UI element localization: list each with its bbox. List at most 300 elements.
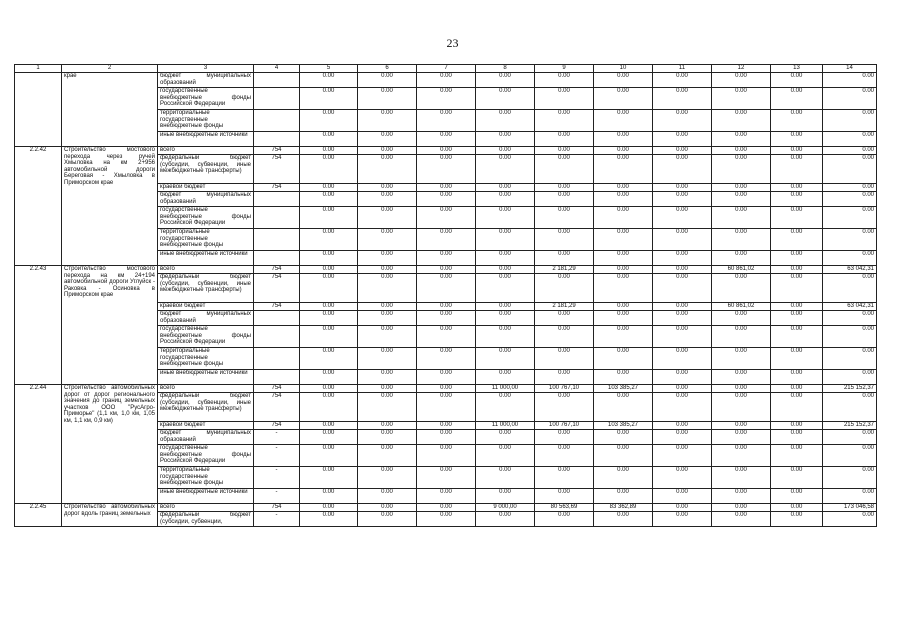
funding-source: всего [158, 266, 254, 274]
value-col-10: 0.00 [594, 311, 653, 326]
value-col-7: 0.00 [417, 155, 476, 184]
value-col-5: 0.00 [300, 348, 358, 370]
value-col-11: 0.00 [653, 326, 712, 348]
value-col-8: 0.00 [476, 445, 535, 467]
value-col-13: 0.00 [771, 73, 823, 88]
value-col-11: 0.00 [653, 110, 712, 132]
value-col-13: 0.00 [771, 348, 823, 370]
funding-source: краевой бюджет [158, 422, 254, 430]
value-col-7: 0.00 [417, 88, 476, 110]
value-col-7: 0.00 [417, 422, 476, 430]
value-col-14: 215 152,37 [823, 422, 877, 430]
value-col-8: 0.00 [476, 147, 535, 155]
value-col-11: 0.00 [653, 445, 712, 467]
value-col-9: 0.00 [535, 489, 594, 504]
value-col-5: 0.00 [300, 274, 358, 303]
funding-source: краевой бюджет [158, 184, 254, 192]
value-col-13: 0.00 [771, 504, 823, 512]
value-col-10: 103 385,27 [594, 385, 653, 393]
value-col-14: 0.00 [823, 430, 877, 445]
value-col-10: 0.00 [594, 370, 653, 385]
value-col-8: 0.00 [476, 512, 535, 527]
value-col-8: 0.00 [476, 326, 535, 348]
column-number-2: 2 [62, 65, 158, 73]
value-col-5: 0.00 [300, 422, 358, 430]
value-col-5: 0.00 [300, 155, 358, 184]
funding-source: территориальные государственные внебюджетные фонды [158, 229, 254, 251]
value-col-10: 0.00 [594, 251, 653, 266]
value-col-14: 0.00 [823, 207, 877, 229]
budget-code: - [254, 430, 300, 445]
budget-code [254, 326, 300, 348]
funding-source: бюджет муниципальных образований [158, 192, 254, 207]
budget-code: 754 [254, 504, 300, 512]
value-col-5: 0.00 [300, 266, 358, 274]
funding-source: федеральный бюджет (субсидии, субвенции, иные межбюджетные трансферты) [158, 155, 254, 184]
funding-source: бюджет муниципальных образований [158, 311, 254, 326]
value-col-7: 0.00 [417, 311, 476, 326]
value-col-12: 0.00 [712, 73, 771, 88]
funding-source: территориальные государственные внебюджетные фонды [158, 348, 254, 370]
value-col-7: 0.00 [417, 274, 476, 303]
value-col-13: 0.00 [771, 326, 823, 348]
value-col-14: 0.00 [823, 311, 877, 326]
value-col-9: 0.00 [535, 229, 594, 251]
value-col-13: 0.00 [771, 147, 823, 155]
value-col-12: 60 861,02 [712, 303, 771, 311]
value-col-10: 0.00 [594, 348, 653, 370]
column-number-10: 10 [594, 65, 653, 73]
item-name: Строительство автомобильных дорог вдоль границ земельных [62, 504, 158, 527]
value-col-8: 0.00 [476, 132, 535, 147]
value-col-9: 0.00 [535, 274, 594, 303]
value-col-9: 2 181,29 [535, 303, 594, 311]
value-col-9: 0.00 [535, 110, 594, 132]
value-col-13: 0.00 [771, 266, 823, 274]
budget-code: 754 [254, 147, 300, 155]
value-col-5: 0.00 [300, 229, 358, 251]
item-code: 2.2.42 [15, 147, 62, 266]
column-number-5: 5 [300, 65, 358, 73]
budget-code: 754 [254, 303, 300, 311]
item-code [15, 73, 62, 147]
value-col-10: 0.00 [594, 184, 653, 192]
value-col-5: 0.00 [300, 430, 358, 445]
value-col-5: 0.00 [300, 73, 358, 88]
funding-source: иные внебюджетные источники [158, 489, 254, 504]
value-col-6: 0.00 [358, 73, 417, 88]
budget-code: 754 [254, 266, 300, 274]
value-col-8: 0.00 [476, 266, 535, 274]
table-row [15, 147, 877, 155]
budget-code [254, 251, 300, 266]
column-number-8: 8 [476, 65, 535, 73]
column-number-row [15, 65, 877, 73]
value-col-12: 0.00 [712, 184, 771, 192]
column-number-11: 11 [653, 65, 712, 73]
funding-source: государственные внебюджетные фонды Российской Федерации [158, 326, 254, 348]
table-row [15, 504, 877, 512]
value-col-13: 0.00 [771, 385, 823, 393]
value-col-10: 0.00 [594, 489, 653, 504]
funding-source: иные внебюджетные источники [158, 132, 254, 147]
value-col-6: 0.00 [358, 348, 417, 370]
value-col-11: 0.00 [653, 229, 712, 251]
value-col-11: 0.00 [653, 430, 712, 445]
value-col-11: 0.00 [653, 311, 712, 326]
value-col-6: 0.00 [358, 132, 417, 147]
value-col-8: 0.00 [476, 88, 535, 110]
value-col-9: 0.00 [535, 147, 594, 155]
value-col-11: 0.00 [653, 274, 712, 303]
value-col-7: 0.00 [417, 251, 476, 266]
value-col-6: 0.00 [358, 147, 417, 155]
value-col-14: 0.00 [823, 110, 877, 132]
value-col-12: 0.00 [712, 393, 771, 422]
item-code: 2.2.44 [15, 385, 62, 504]
value-col-8: 0.00 [476, 229, 535, 251]
value-col-8: 0.00 [476, 192, 535, 207]
value-col-13: 0.00 [771, 207, 823, 229]
value-col-6: 0.00 [358, 445, 417, 467]
value-col-13: 0.00 [771, 88, 823, 110]
value-col-9: 0.00 [535, 512, 594, 527]
value-col-9: 0.00 [535, 155, 594, 184]
value-col-11: 0.00 [653, 393, 712, 422]
page-number: 23 [446, 36, 459, 50]
value-col-9: 0.00 [535, 251, 594, 266]
value-col-6: 0.00 [358, 274, 417, 303]
value-col-7: 0.00 [417, 192, 476, 207]
value-col-10: 0.00 [594, 266, 653, 274]
value-col-11: 0.00 [653, 370, 712, 385]
value-col-5: 0.00 [300, 251, 358, 266]
value-col-13: 0.00 [771, 467, 823, 489]
value-col-11: 0.00 [653, 303, 712, 311]
value-col-10: 0.00 [594, 207, 653, 229]
value-col-5: 0.00 [300, 393, 358, 422]
budget-code [254, 348, 300, 370]
value-col-6: 0.00 [358, 311, 417, 326]
budget-code: 754 [254, 274, 300, 303]
budget-table [14, 64, 877, 527]
value-col-8: 0.00 [476, 489, 535, 504]
value-col-8: 0.00 [476, 251, 535, 266]
value-col-11: 0.00 [653, 132, 712, 147]
value-col-13: 0.00 [771, 303, 823, 311]
value-col-10: 0.00 [594, 445, 653, 467]
value-col-10: 0.00 [594, 88, 653, 110]
value-col-14: 0.00 [823, 155, 877, 184]
funding-source: краевой бюджет [158, 303, 254, 311]
table-row [15, 385, 877, 393]
funding-source: федеральный бюджет (субсидии, субвенции, иные межбюджетные трансферты) [158, 274, 254, 303]
value-col-14: 0.00 [823, 467, 877, 489]
value-col-5: 0.00 [300, 110, 358, 132]
value-col-5: 0.00 [300, 311, 358, 326]
value-col-8: 0.00 [476, 274, 535, 303]
value-col-12: 0.00 [712, 207, 771, 229]
item-code: 2.2.43 [15, 266, 62, 385]
column-number-9: 9 [535, 65, 594, 73]
value-col-14: 0.00 [823, 370, 877, 385]
table-body [15, 73, 877, 527]
value-col-5: 0.00 [300, 132, 358, 147]
value-col-14: 215 152,37 [823, 385, 877, 393]
value-col-10: 0.00 [594, 512, 653, 527]
value-col-11: 0.00 [653, 207, 712, 229]
value-col-11: 0.00 [653, 422, 712, 430]
value-col-14: 0.00 [823, 274, 877, 303]
value-col-10: 0.00 [594, 132, 653, 147]
value-col-12: 0.00 [712, 504, 771, 512]
value-col-13: 0.00 [771, 274, 823, 303]
column-number-7: 7 [417, 65, 476, 73]
value-col-8: 0.00 [476, 370, 535, 385]
value-col-12: 0.00 [712, 229, 771, 251]
budget-code: 754 [254, 393, 300, 422]
value-col-12: 0.00 [712, 430, 771, 445]
budget-code: 754 [254, 385, 300, 393]
value-col-6: 0.00 [358, 326, 417, 348]
value-col-10: 0.00 [594, 147, 653, 155]
value-col-5: 0.00 [300, 467, 358, 489]
value-col-9: 100 767,10 [535, 385, 594, 393]
value-col-13: 0.00 [771, 251, 823, 266]
value-col-7: 0.00 [417, 207, 476, 229]
value-col-11: 0.00 [653, 504, 712, 512]
value-col-9: 2 181,29 [535, 266, 594, 274]
value-col-8: 0.00 [476, 348, 535, 370]
value-col-9: 0.00 [535, 73, 594, 88]
value-col-13: 0.00 [771, 311, 823, 326]
value-col-11: 0.00 [653, 266, 712, 274]
funding-source: государственные внебюджетные фонды Российской Федерации [158, 207, 254, 229]
value-col-7: 0.00 [417, 184, 476, 192]
value-col-9: 0.00 [535, 430, 594, 445]
value-col-8: 0.00 [476, 393, 535, 422]
funding-source: федеральный бюджет (субсидии, субвенции, [158, 512, 254, 527]
value-col-7: 0.00 [417, 73, 476, 88]
budget-code [254, 311, 300, 326]
value-col-14: 0.00 [823, 192, 877, 207]
value-col-5: 0.00 [300, 504, 358, 512]
value-col-8: 0.00 [476, 430, 535, 445]
value-col-7: 0.00 [417, 393, 476, 422]
value-col-7: 0.00 [417, 385, 476, 393]
column-number-1: 1 [15, 65, 62, 73]
value-col-6: 0.00 [358, 385, 417, 393]
value-col-12: 0.00 [712, 110, 771, 132]
value-col-13: 0.00 [771, 422, 823, 430]
value-col-5: 0.00 [300, 445, 358, 467]
funding-source: иные внебюджетные источники [158, 370, 254, 385]
value-col-11: 0.00 [653, 512, 712, 527]
value-col-12: 0.00 [712, 467, 771, 489]
value-col-8: 0.00 [476, 311, 535, 326]
value-col-9: 0.00 [535, 192, 594, 207]
item-name: Строительство мостового перехода на км 24+194 автомобильной дороги Углуйск - Раковка - Осиновка в Приморском крае [62, 266, 158, 385]
value-col-10: 0.00 [594, 155, 653, 184]
value-col-9: 80 563,69 [535, 504, 594, 512]
value-col-14: 0.00 [823, 251, 877, 266]
value-col-9: 0.00 [535, 370, 594, 385]
value-col-14: 0.00 [823, 393, 877, 422]
value-col-10: 0.00 [594, 192, 653, 207]
value-col-8: 0.00 [476, 467, 535, 489]
value-col-12: 0.00 [712, 274, 771, 303]
item-name: крае [62, 73, 158, 147]
value-col-7: 0.00 [417, 445, 476, 467]
value-col-10: 0.00 [594, 110, 653, 132]
item-name: Строительство автомобильных дорог от дорог регионального значения до границ земельных участков ООО "РусАгро-Приморье" (1,1 км, 1,0 км, 1,05 км, 1,1 км, 0,9 км) [62, 385, 158, 504]
table-row [15, 266, 877, 274]
value-col-6: 0.00 [358, 370, 417, 385]
budget-code: 754 [254, 155, 300, 184]
value-col-9: 0.00 [535, 88, 594, 110]
value-col-6: 0.00 [358, 504, 417, 512]
value-col-7: 0.00 [417, 489, 476, 504]
value-col-6: 0.00 [358, 303, 417, 311]
value-col-8: 0.00 [476, 110, 535, 132]
value-col-7: 0.00 [417, 326, 476, 348]
value-col-7: 0.00 [417, 430, 476, 445]
value-col-7: 0.00 [417, 303, 476, 311]
column-number-14: 14 [823, 65, 877, 73]
value-col-14: 0.00 [823, 73, 877, 88]
value-col-12: 0.00 [712, 489, 771, 504]
budget-code [254, 370, 300, 385]
value-col-12: 0.00 [712, 147, 771, 155]
value-col-8: 0.00 [476, 73, 535, 88]
value-col-5: 0.00 [300, 184, 358, 192]
value-col-10: 83 362,89 [594, 504, 653, 512]
value-col-13: 0.00 [771, 110, 823, 132]
value-col-7: 0.00 [417, 229, 476, 251]
value-col-11: 0.00 [653, 155, 712, 184]
value-col-11: 0.00 [653, 489, 712, 504]
value-col-13: 0.00 [771, 132, 823, 147]
value-col-9: 0.00 [535, 393, 594, 422]
value-col-12: 0.00 [712, 422, 771, 430]
funding-source: всего [158, 147, 254, 155]
value-col-11: 0.00 [653, 467, 712, 489]
value-col-13: 0.00 [771, 192, 823, 207]
value-col-10: 0.00 [594, 303, 653, 311]
item-name: Строительство мостового перехода через ручей Хмыловка на км 2+956 автомобильной дороги Береговая - Хмыловка в Приморском крае [62, 147, 158, 266]
value-col-7: 0.00 [417, 512, 476, 527]
value-col-9: 100 767,10 [535, 422, 594, 430]
budget-code: - [254, 445, 300, 467]
value-col-9: 0.00 [535, 184, 594, 192]
value-col-13: 0.00 [771, 370, 823, 385]
value-col-6: 0.00 [358, 192, 417, 207]
value-col-6: 0.00 [358, 229, 417, 251]
value-col-12: 0.00 [712, 326, 771, 348]
value-col-6: 0.00 [358, 207, 417, 229]
value-col-10: 0.00 [594, 393, 653, 422]
value-col-12: 0.00 [712, 512, 771, 527]
value-col-9: 0.00 [535, 326, 594, 348]
value-col-14: 63 042,31 [823, 303, 877, 311]
value-col-8: 11 000,00 [476, 385, 535, 393]
value-col-12: 0.00 [712, 251, 771, 266]
table-row [15, 73, 877, 88]
value-col-5: 0.00 [300, 88, 358, 110]
value-col-9: 0.00 [535, 311, 594, 326]
value-col-6: 0.00 [358, 422, 417, 430]
value-col-14: 0.00 [823, 88, 877, 110]
value-col-7: 0.00 [417, 110, 476, 132]
value-col-12: 0.00 [712, 385, 771, 393]
value-col-11: 0.00 [653, 147, 712, 155]
value-col-5: 0.00 [300, 385, 358, 393]
value-col-6: 0.00 [358, 110, 417, 132]
value-col-8: 0.00 [476, 207, 535, 229]
budget-code [254, 229, 300, 251]
value-col-6: 0.00 [358, 155, 417, 184]
value-col-7: 0.00 [417, 132, 476, 147]
item-code: 2.2.45 [15, 504, 62, 527]
budget-code: - [254, 512, 300, 527]
value-col-10: 103 385,27 [594, 422, 653, 430]
value-col-12: 0.00 [712, 370, 771, 385]
value-col-13: 0.00 [771, 184, 823, 192]
column-number-4: 4 [254, 65, 300, 73]
value-col-14: 63 042,31 [823, 266, 877, 274]
value-col-9: 0.00 [535, 467, 594, 489]
funding-source: федеральный бюджет (субсидии, субвенции, иные межбюджетные трансферты) [158, 393, 254, 422]
budget-code [254, 207, 300, 229]
value-col-6: 0.00 [358, 266, 417, 274]
value-col-13: 0.00 [771, 489, 823, 504]
value-col-13: 0.00 [771, 393, 823, 422]
value-col-12: 0.00 [712, 445, 771, 467]
budget-code: 754 [254, 422, 300, 430]
funding-source: иные внебюджетные источники [158, 251, 254, 266]
value-col-14: 0.00 [823, 184, 877, 192]
value-col-5: 0.00 [300, 370, 358, 385]
value-col-13: 0.00 [771, 512, 823, 527]
value-col-14: 173 046,58 [823, 504, 877, 512]
budget-code [254, 88, 300, 110]
value-col-11: 0.00 [653, 184, 712, 192]
value-col-12: 0.00 [712, 155, 771, 184]
value-col-7: 0.00 [417, 504, 476, 512]
value-col-5: 0.00 [300, 512, 358, 527]
value-col-6: 0.00 [358, 467, 417, 489]
budget-code [254, 192, 300, 207]
value-col-11: 0.00 [653, 251, 712, 266]
value-col-14: 0.00 [823, 229, 877, 251]
value-col-5: 0.00 [300, 326, 358, 348]
value-col-13: 0.00 [771, 445, 823, 467]
value-col-9: 0.00 [535, 132, 594, 147]
value-col-14: 0.00 [823, 489, 877, 504]
value-col-7: 0.00 [417, 467, 476, 489]
value-col-8: 0.00 [476, 303, 535, 311]
value-col-13: 0.00 [771, 229, 823, 251]
value-col-11: 0.00 [653, 73, 712, 88]
budget-code [254, 110, 300, 132]
value-col-8: 0.00 [476, 184, 535, 192]
value-col-5: 0.00 [300, 147, 358, 155]
budget-code [254, 73, 300, 88]
value-col-5: 0.00 [300, 192, 358, 207]
column-number-13: 13 [771, 65, 823, 73]
budget-code [254, 132, 300, 147]
column-number-6: 6 [358, 65, 417, 73]
